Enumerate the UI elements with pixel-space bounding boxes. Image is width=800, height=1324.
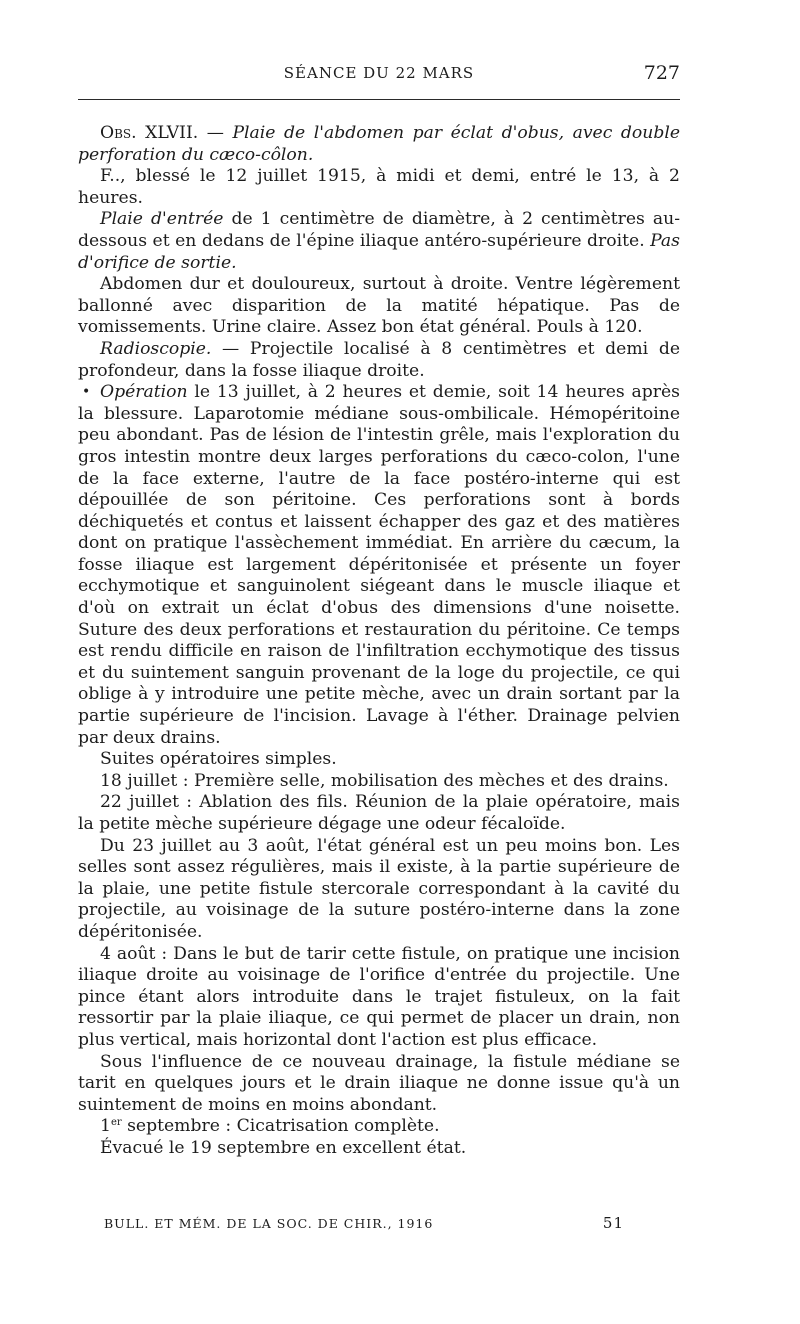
paragraph-july-18: 18 juillet : Première selle, mobilisation des mèches et des drains.	[100, 770, 669, 791]
paragraph-operation	[78, 382, 680, 749]
paragraph-entry-wound	[78, 209, 680, 274]
running-title: SÉANCE DU 22 MARS	[283, 64, 475, 82]
paragraph-july-22: 22 juillet : Ablation des fils. Réunion de la plaie opératoire, mais la petite mèche supérieure dégage une odeur fécaloïde.	[78, 792, 680, 834]
margin-mark: •	[82, 384, 91, 401]
operation-label: Opération	[100, 382, 188, 403]
entry-wound-text: de 1 centimètre de diamètre, à 2 centimètres au-dessous et en dedans de l'épine iliaque antéro-supérieure droite.	[78, 209, 681, 251]
paragraph-september-1	[78, 1116, 680, 1138]
page-number: 727	[643, 62, 680, 84]
observation-title: Plaie de l'abdomen par éclat d'obus, avec double perforation du cæco-côlon.	[78, 123, 680, 165]
paragraph-abdomen: Abdomen dur et douloureux, surtout à droite. Ventre légèrement ballonné avec disparition de la matité hépatique. Pas de vomissements. Urine claire. Assez bon état général. Pouls à 120.	[78, 274, 680, 338]
observation-heading	[78, 123, 680, 166]
paragraph-patient: F.., blessé le 12 juillet 1915, à midi et demi, entré le 13, à 2 heures.	[78, 166, 680, 208]
page-footer	[104, 1216, 624, 1236]
observation-dash: —	[198, 123, 233, 143]
september-superscript: er	[110, 1117, 122, 1129]
observation-label: Obs. XLVII.	[100, 123, 199, 143]
body-text	[78, 123, 680, 1160]
paragraph-radioscopy	[78, 339, 680, 382]
operation-text: le 13 juillet, à 2 heures et demie, soit 14 heures après la blessure. Laparotomie médiane sous-ombilicale. Hémopéritoine peu abondant. Pas de lésion de l'intestin grêle, mais l'exploration du gros intestin montre deux larges perforations du cæco-colon, l'une de la face externe, l'autre de la face postéro-interne qui est dépouillée de son péritoine. Ces perforations sont à bords déchiquetés et contus et laissent échapper des gaz et des matières dont on pratique l'assèchement immédiat. En arrière du cæcum, la fosse iliaque est largement dépéritonisée et présente un foyer ecchymotique et sanguinolent siégeant dans le muscle iliaque et d'où on extrait un éclat d'obus des dimensions d'une noisette. Suture des deux perforations et restauration du péritoine. Ce temps est rendu difficile en raison de l'infiltration ecchymotique des tissus et du suintement sanguin provenant de la loge du projectile, ce qui oblige à y introduire une petite mèche, avec un drain sortant par la partie supérieure de l'incision. Lavage à l'éther. Drainage pelvien par deux drains.	[78, 382, 680, 748]
paragraph-august-4: 4 août : Dans le but de tarir cette fistule, on pratique une incision iliaque droite au voisinage de l'orifice d'entrée du projectile. Une pince étant alors introduite dans le trajet fistuleux, on la fait ressortir par la plaie iliaque, ce qui permet de placer un drain, non plus vertical, mais horizontal dont l'action est plus efficace.	[78, 943, 680, 1050]
footer-signature: 51	[602, 1214, 624, 1232]
header-rule	[78, 99, 680, 100]
paragraph-july-23: Du 23 juillet au 3 août, l'état général est un peu moins bon. Les selles sont assez régulières, mais il existe, à la partie supérieure de la plaie, une petite fistule stercorale correspondant à la cavité du projectile, au voisinage de la suture postéro-interne dans la zone dépéritonisée.	[78, 835, 680, 942]
radioscopy-label: Radioscopie.	[100, 338, 212, 359]
paragraph-postop: Suites opératoires simples.	[100, 749, 337, 770]
september-day: 1	[100, 1116, 111, 1137]
paragraph-drainage: Sous l'influence de ce nouveau drainage, la fistule médiane se tarit en quelques jours et le drain iliaque ne donne issue qu'à un suintement de moins en moins abondant.	[78, 1051, 680, 1115]
footer-journal: BULL. ET MÉM. DE LA SOC. DE CHIR., 1916	[104, 1216, 434, 1231]
radioscopy-text: — Projectile localisé à 8 centimètres et demi de profondeur, dans la fosse iliaque droite.	[78, 338, 680, 381]
running-head	[78, 64, 680, 88]
paragraph-evacuated: Évacué le 19 septembre en excellent état.	[100, 1137, 467, 1158]
no-exit-text: Pas d'orifice de sortie.	[78, 230, 680, 273]
september-text: septembre : Cicatrisation complète.	[121, 1116, 440, 1137]
entry-wound-label: Plaie d'entrée	[100, 209, 224, 230]
